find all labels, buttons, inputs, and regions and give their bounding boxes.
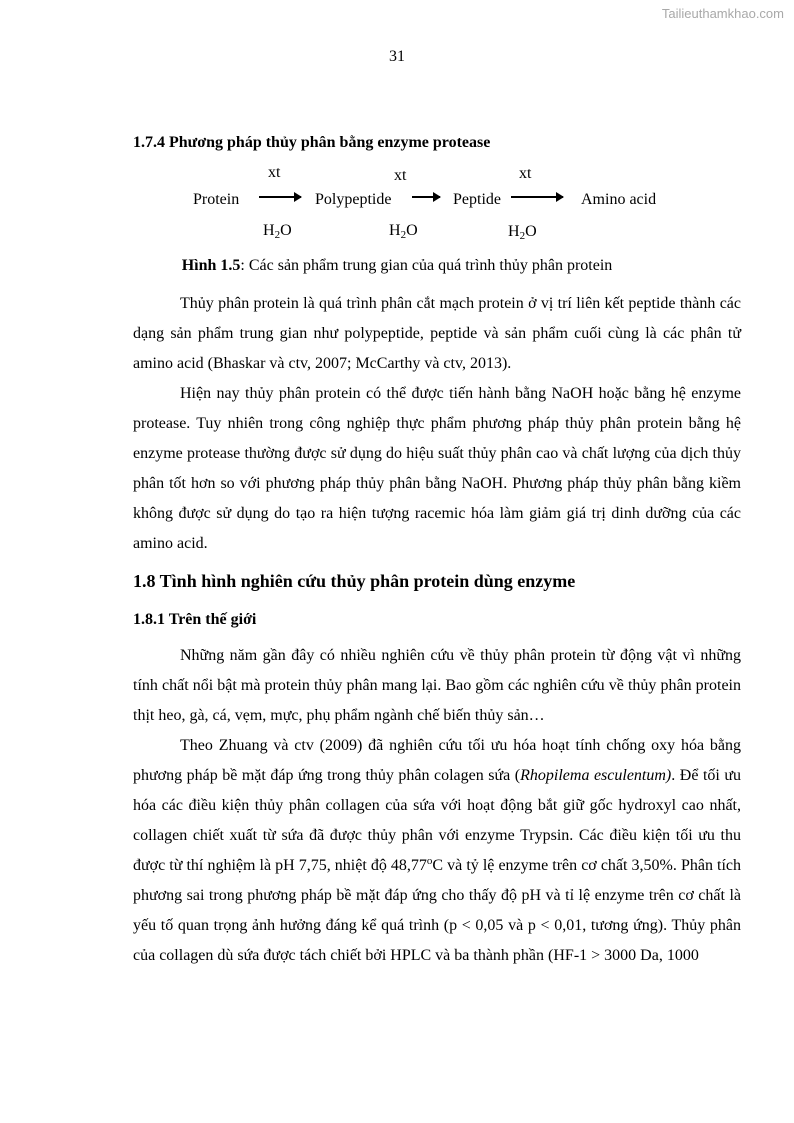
scheme-step: Protein [193, 191, 240, 208]
section-heading-1-8-1: 1.8.1 Trên thế giới [133, 611, 257, 628]
catalyst-label: xt [394, 167, 407, 184]
catalyst-label: xt [268, 164, 281, 181]
scheme-step: Polypeptide [315, 191, 392, 208]
paragraph: Thủy phân protein là quá trình phân cắt mạch protein ở vị trí liên kết peptide thành các dạng sản phẩm trung gian như polypeptide, peptide và sản phẩm cuối cùng là các phân tử amino acid (Bhaskar và ctv, 2007; McCarthy và ctv, 2013). [133, 295, 741, 372]
water-label: $H_2O$ [389, 222, 418, 241]
water-label: $H_2O$ [508, 223, 537, 242]
page-number: 31 [389, 48, 405, 65]
figure-caption [0, 257, 794, 275]
catalyst-label: xt [519, 165, 532, 182]
paragraph: Những năm gần đây có nhiều nghiên cứu về thủy phân protein từ động vật vì những tính chất nổi bật mà protein thủy phân mang lại. Bao gồm các nghiên cứu về thủy phân protein thịt heo, gà, cá, vẹm, mực, phụ phẩm ngành chế biến thủy sản… [133, 647, 741, 724]
water-label: $H_2O$ [263, 222, 292, 241]
watermark: Tailieuthamkhao.com [661, 6, 784, 21]
reaction-arrow [259, 196, 301, 198]
section-heading-1-8: 1.8 Tình hình nghiên cứu thủy phân protein dùng enzyme [133, 571, 576, 591]
paragraph: Hiện nay thủy phân protein có thể được tiến hành bằng NaOH hoặc bằng hệ enzyme protease. Tuy nhiên trong công nghiệp thực phẩm phương pháp thủy phân protein bằng hệ enzyme protease thường được sử dụng do hiệu suất thủy phân cao và chất lượng của dịch thủy phân tốt hơn so với phương pháp thủy phân bằng NaOH. Phương pháp thủy phân bằng kiềm không được sử dụng do tạo ra hiện tượng racemic hóa làm giảm giá trị dinh dưỡng của các amino acid. [133, 385, 741, 552]
species-name: Rhopilema esculentum) [520, 767, 672, 784]
figure-label: Hình 1.5 [181, 257, 241, 274]
reaction-arrow [511, 196, 563, 198]
reaction-arrow [412, 196, 440, 198]
scheme-step: Peptide [453, 191, 501, 208]
paragraph: Theo Zhuang và ctv (2009) đã nghiên cứu tối ưu hóa hoạt tính chống oxy hóa bằng phương pháp bề mặt đáp ứng trong thủy phân colagen sứa (Rhopilema esculentum). Để tối ưu hóa các điều kiện thủy phân collagen của sứa với hoạt động bắt giữ gốc hydroxyl cao nhất, collagen chiết xuất từ sứa đã được thủy phân với enzyme Trypsin. Các điều kiện tối ưu thu được từ thí nghiệm là pH 7,75, nhiệt độ 48,77$^o$C và tỷ lệ enzyme trên cơ chất 3,50%. Phân tích phương sai trong phương pháp bề mặt đáp ứng cho thấy độ pH và tỉ lệ enzyme trên cơ chất là yếu tố quan trọng ảnh hưởng đáng kể quá trình (p < 0,05 và p < 0,01, tương ứng). Thủy phân của collagen dù sứa được tách chiết bởi HPLC và ba thành phần (HF-1 > 3000 Da, 1000 [133, 737, 742, 964]
scheme-step: Amino acid [581, 191, 657, 208]
section-heading-1-7-4: 1.7.4 Phương pháp thủy phân bằng enzyme protease [133, 134, 491, 151]
figure-caption-text: : Các sản phẩm trung gian của quá trình thủy phân protein [240, 257, 613, 274]
